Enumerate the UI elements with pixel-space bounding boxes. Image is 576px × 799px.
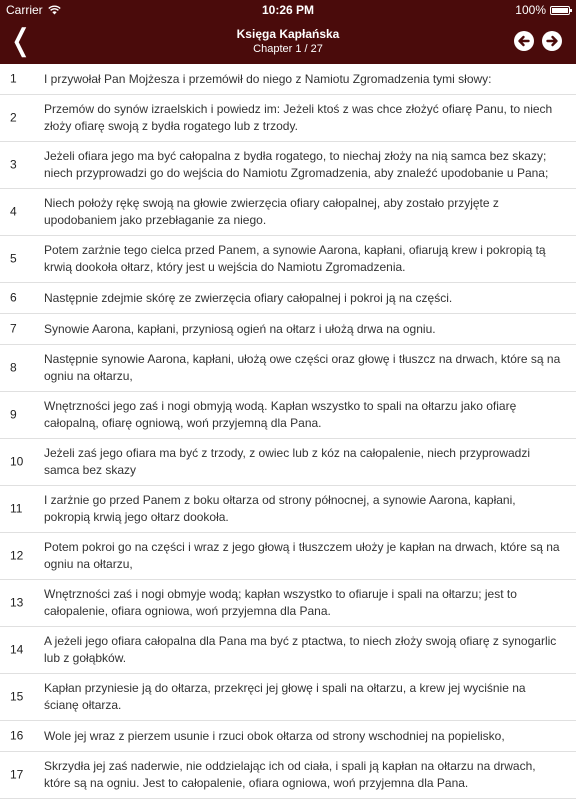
- nav-titles: [0, 27, 576, 56]
- verse-row[interactable]: [0, 752, 576, 799]
- verse-number: 6: [10, 290, 17, 305]
- verse-row[interactable]: [0, 439, 576, 486]
- verse-number: 16: [10, 728, 24, 743]
- verse-text: Potem pokroi go na części i wraz z jego głową i tłuszczem ułoży je kapłan na drwach, które są na ogniu na ołtarzu,: [44, 540, 560, 571]
- previous-chapter-button[interactable]: [514, 31, 534, 51]
- carrier-label: Carrier: [6, 3, 43, 17]
- verse-text: Następnie zdejmie skórę ze zwierzęcia ofiary całopalnej i pokroi ją na części.: [44, 291, 453, 305]
- verse-text: Następnie synowie Aarona, kapłani, ułożą owe części oraz głowę i tłuszcz na drwach, które są na ogniu na ołtarzu,: [44, 352, 561, 383]
- verse-number: 9: [10, 407, 17, 422]
- status-bar: [0, 0, 576, 20]
- verse-row[interactable]: [0, 580, 576, 627]
- chapter-indicator: Chapter 1 / 27: [253, 43, 323, 55]
- verse-text: I przywołał Pan Mojżesza i przemówił do niego z Namiotu Zgromadzenia tymi słowy:: [44, 72, 492, 86]
- verse-row[interactable]: [0, 142, 576, 189]
- verse-text: Skrzydła jej zaś naderwie, nie oddzielając ich od ciała, i spali ją kapłan na ołtarzu na drwach, które są na ogniu. Jest to całopalenie, ofiara ogniowa, woń przyjemna dla Pana.: [44, 759, 536, 790]
- verse-text: Jeżeli ofiara jego ma być całopalna z bydła rogatego, to niechaj złoży na nią samca bez skazy; niech przyprowadzi go do wejścia do Namiotu Zgromadzenia, aby znaleźć upodobanie u Pana;: [44, 149, 549, 180]
- verse-text: Wole jej wraz z pierzem usunie i rzuci obok ołtarza od strony wschodniej na popielisko,: [44, 729, 505, 743]
- status-right: [515, 3, 570, 17]
- verse-row[interactable]: [0, 95, 576, 142]
- verse-row[interactable]: [0, 533, 576, 580]
- verse-number: 5: [10, 251, 17, 266]
- verse-text: Wnętrzności jego zaś i nogi obmyją wodą. Kapłan wszystko to spali na ołtarzu jako ofiarę całopalną, ofiarę ogniową, woń przyjemną dla Pana.: [44, 399, 517, 430]
- verse-number: 4: [10, 204, 17, 219]
- verse-text: Niech położy rękę swoją na głowie zwierzęcia ofiary całopalnej, aby zostało przyjęte z upodobaniem jako przebłaganie za niego.: [44, 196, 499, 227]
- arrow-right-icon: [542, 31, 562, 51]
- verse-number: 7: [10, 321, 17, 336]
- verse-text: Jeżeli zaś jego ofiara ma być z trzody, z owiec lub z kóz na całopalenie, niech przyprowadzi samca bez skazy: [44, 446, 531, 477]
- verse-list[interactable]: [0, 64, 576, 799]
- battery-fill: [552, 8, 568, 13]
- next-chapter-button[interactable]: [542, 31, 562, 51]
- verse-number: 15: [10, 689, 24, 704]
- verse-number: 11: [10, 501, 23, 516]
- verse-row[interactable]: [0, 189, 576, 236]
- battery-percent: 100%: [515, 3, 546, 17]
- verse-number: 13: [10, 595, 24, 610]
- verse-row[interactable]: [0, 392, 576, 439]
- verse-text: Synowie Aarona, kapłani, przyniosą ogień na ołtarz i ułożą drwa na ogniu.: [44, 322, 436, 336]
- verse-number: 12: [10, 548, 24, 563]
- verse-text: Wnętrzności zaś i nogi obmyje wodą; kapłan wszystko to ofiaruje i spali na ołtarzu; jest to całopalenie, ofiara ogniowa, woń przyjemna dla Pana.: [44, 587, 517, 618]
- verse-row[interactable]: [0, 64, 576, 95]
- verse-text: Potem zarżnie tego cielca przed Panem, a synowie Aarona, kapłani, ofiarują krew i pokropią tą krwią dookoła ołtarz, który jest u wejścia do Namiotu Zgromadzenia.: [44, 243, 546, 274]
- verse-row[interactable]: [0, 236, 576, 283]
- verse-number: 10: [10, 454, 24, 469]
- book-title: Księga Kapłańska: [236, 27, 340, 41]
- verse-number: 8: [10, 360, 17, 375]
- verse-number: 17: [10, 767, 24, 782]
- verse-row[interactable]: [0, 283, 576, 314]
- verse-row[interactable]: [0, 674, 576, 721]
- battery-icon: [550, 6, 570, 15]
- verse-row[interactable]: [0, 627, 576, 674]
- verse-number: 1: [10, 71, 17, 86]
- verse-row[interactable]: [0, 314, 576, 345]
- verse-row[interactable]: [0, 486, 576, 533]
- verse-number: 14: [10, 642, 24, 657]
- chevron-left-icon: ❬: [8, 24, 34, 57]
- navigation-bar: [0, 20, 576, 64]
- arrow-left-icon: [514, 31, 534, 51]
- verse-row[interactable]: [0, 345, 576, 392]
- verse-text: A jeżeli jego ofiara całopalna dla Pana ma być z ptactwa, to niech złoży swoją ofiarę z synogarlic lub z gołąbków.: [44, 634, 557, 665]
- verse-text: I zarżnie go przed Panem z boku ołtarza od strony północnej, a synowie Aarona, kapłani, pokropią krwią jego ołtarz dookoła.: [44, 493, 516, 524]
- verse-number: 2: [10, 110, 17, 125]
- verse-text: Przemów do synów izraelskich i powiedz im: Jeżeli ktoś z was chce złożyć ofiarę Panu, to niech złoży ofiarę swoją z bydła rogatego lub z trzody.: [44, 102, 553, 133]
- status-time: 10:26 PM: [261, 3, 315, 17]
- verse-number: 3: [10, 157, 17, 172]
- verse-row[interactable]: [0, 721, 576, 752]
- verse-text: Kapłan przyniesie ją do ołtarza, przekręci jej głowę i spali na ołtarzu, a krew jej wyciśnie na ścianę ołtarza.: [44, 681, 526, 712]
